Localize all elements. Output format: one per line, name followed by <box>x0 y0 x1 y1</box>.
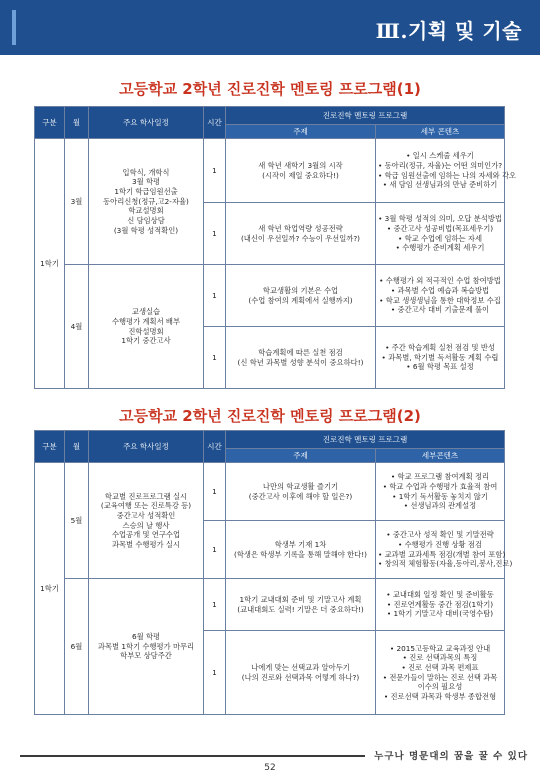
detail-cell: • 학교 프로그램 참여계획 정리 • 학교 수업과 수행평가 효율적 참여 • 1학기 독서활동 놓치지 않기 • 선생님과의 관계설정 <box>376 463 505 521</box>
footer-slogan: 누구나 명문대의 꿈을 꿀 수 있다 <box>374 751 528 762</box>
month-cell: 6월 <box>65 579 89 715</box>
header-schedule: 주요 학사일정 <box>89 431 204 463</box>
header-accent-bar <box>12 10 16 45</box>
header-division: 구분 <box>35 431 65 463</box>
hours-cell: 1 <box>204 139 226 203</box>
detail-cell: • 주간 학습계획 실천 점검 및 반성 • 과목별, 학기별 독서활동 계획 수립 • 6월 학평 목표 설정 <box>376 327 505 389</box>
topic-cell: 학습계획에 따른 실천 점검 (신 학년 과목별 성향 분석이 중요하다!) <box>226 327 376 389</box>
mentoring-table-1 <box>34 106 517 389</box>
mentoring-table-2 <box>34 430 513 715</box>
header-band <box>0 0 540 55</box>
topic-cell: 새 학년 새학기 3월의 시작 (시작이 제일 중요하다!) <box>226 139 376 203</box>
page-number: 52 <box>264 763 276 773</box>
semester-cell: 1학기 <box>35 463 65 715</box>
detail-cell: • 중간고사 성적 확인 및 기말전략 • 수행평가 진행 상황 점검 • 교과별 교과세특 점검(개별 참여 포함) • 창의적 체험활동(자율,동아리,봉사,진로) <box>376 521 505 579</box>
header-program-group: 진로진학 멘토링 프로그램 <box>226 431 505 449</box>
semester-cell: 1학기 <box>35 139 65 389</box>
detail-cell: • 3월 학평 성적의 의미, 오답 분석방법 • 중간고사 성공비법(목표세우기) • 학교 수업에 임하는 자세 • 수행평가 준비계획 세우기 <box>376 203 505 265</box>
header-division: 구분 <box>35 107 65 139</box>
header-month: 월 <box>65 431 89 463</box>
topic-cell: 새 학년 학업역량 성공전략 (내신이 우선일까? 수능이 우선일까?) <box>226 203 376 265</box>
schedule-cell: 6월 학평 과목별 1학기 수행평가 마무리 학부모 상담주간 <box>89 579 204 715</box>
header-month: 월 <box>65 107 89 139</box>
header-schedule: 주요 학사일정 <box>89 107 204 139</box>
schedule-cell: 교생실습 수행평가 계획서 배부 진학설명회 1학기 중간고사 <box>89 265 204 389</box>
hours-cell: 1 <box>204 203 226 265</box>
schedule-cell: 입학식, 개학식 3월 학평 1학기 학급임원선출 동아리신청(정규,고2-자율) 학교설명회 신 담임상담 (3월 학평 성적확인) <box>89 139 204 265</box>
table-row <box>35 463 505 521</box>
detail-cell: • 교내대회 일정 확인 및 준비활동 • 진로연계활동 중간 점검(1학기) • 1학기 기말고사 대비(국영수탐) <box>376 579 505 631</box>
table-row <box>35 139 505 203</box>
section-2-title: 고등학교 2학년 진로진학 멘토링 프로그램(2) <box>119 407 421 425</box>
table-row <box>35 265 505 327</box>
topic-cell: 나에게 맞는 선택교과 알아두기 (나의 진로와 선택과목 어떻게 하나?) <box>226 631 376 715</box>
header-hours: 시간 <box>204 107 226 139</box>
header-hours: 시간 <box>204 431 226 463</box>
table-row <box>35 579 505 631</box>
header-detail: 세부 콘텐츠 <box>376 125 505 139</box>
chapter-title: Ⅲ.기획 및 기술 <box>375 19 522 43</box>
month-cell: 4월 <box>65 265 89 389</box>
hours-cell: 1 <box>204 579 226 631</box>
topic-cell: 나만의 학교생활 즐기기 (중간고사 이후에 해야 할 일은?) <box>226 463 376 521</box>
header-detail: 세부콘텐츠 <box>376 449 505 463</box>
header-topic: 주제 <box>226 125 376 139</box>
hours-cell: 1 <box>204 521 226 579</box>
hours-cell: 1 <box>204 265 226 327</box>
detail-cell: • 일시 스케줄 세우기 • 동아리(정규, 자율)는 어떤 의미인가? • 학급 임원선출에 임하는 나의 자세와 각오 • 새 담임 선생님과의 만남 준비하기 <box>376 139 505 203</box>
month-cell: 5월 <box>65 463 89 579</box>
hours-cell: 1 <box>204 463 226 521</box>
detail-cell: • 수행평가 외 적극적인 수업 참여방법 • 과목별 수업 예습과 복습방법 • 학교 생생생님을 통한 대학정보 수집 • 중간고사 대비 기출문제 풀이 <box>376 265 505 327</box>
topic-cell: 학교생활의 기본은 수업 (수업 참여의 계획에서 실행까지) <box>226 265 376 327</box>
topic-cell: 학생부 기재 1차 (학생은 학생부 기록을 통해 말해야 한다!) <box>226 521 376 579</box>
section-1-title: 고등학교 2학년 진로진학 멘토링 프로그램(1) <box>119 80 421 98</box>
header-topic: 주제 <box>226 449 376 463</box>
hours-cell: 1 <box>204 631 226 715</box>
schedule-cell: 학교별 진로프로그램 실시 (교육여행 또는 진로특강 등) 중간고사 성적확인 스승의 날 행사 수업공개 및 연구수업 과목별 수행평가 실시 <box>89 463 204 579</box>
month-cell: 3월 <box>65 139 89 265</box>
topic-cell: 1학기 교내대회 준비 및 기말고사 계획 (교내대회도 실력! 기말은 더 중요하다!) <box>226 579 376 631</box>
header-program-group: 진로진학 멘토링 프로그램 <box>226 107 505 125</box>
hours-cell: 1 <box>204 327 226 389</box>
footer-rule <box>20 755 365 757</box>
detail-cell: • 2015고등학교 교육과정 안내 • 진로 선택과목의 특징 • 진로 선택 과목 편제표 • 전문가들이 말하는 진로 선택 과목 이수의 필요성 • 진로선택 과목과 학생부 종합전형 <box>376 631 505 715</box>
